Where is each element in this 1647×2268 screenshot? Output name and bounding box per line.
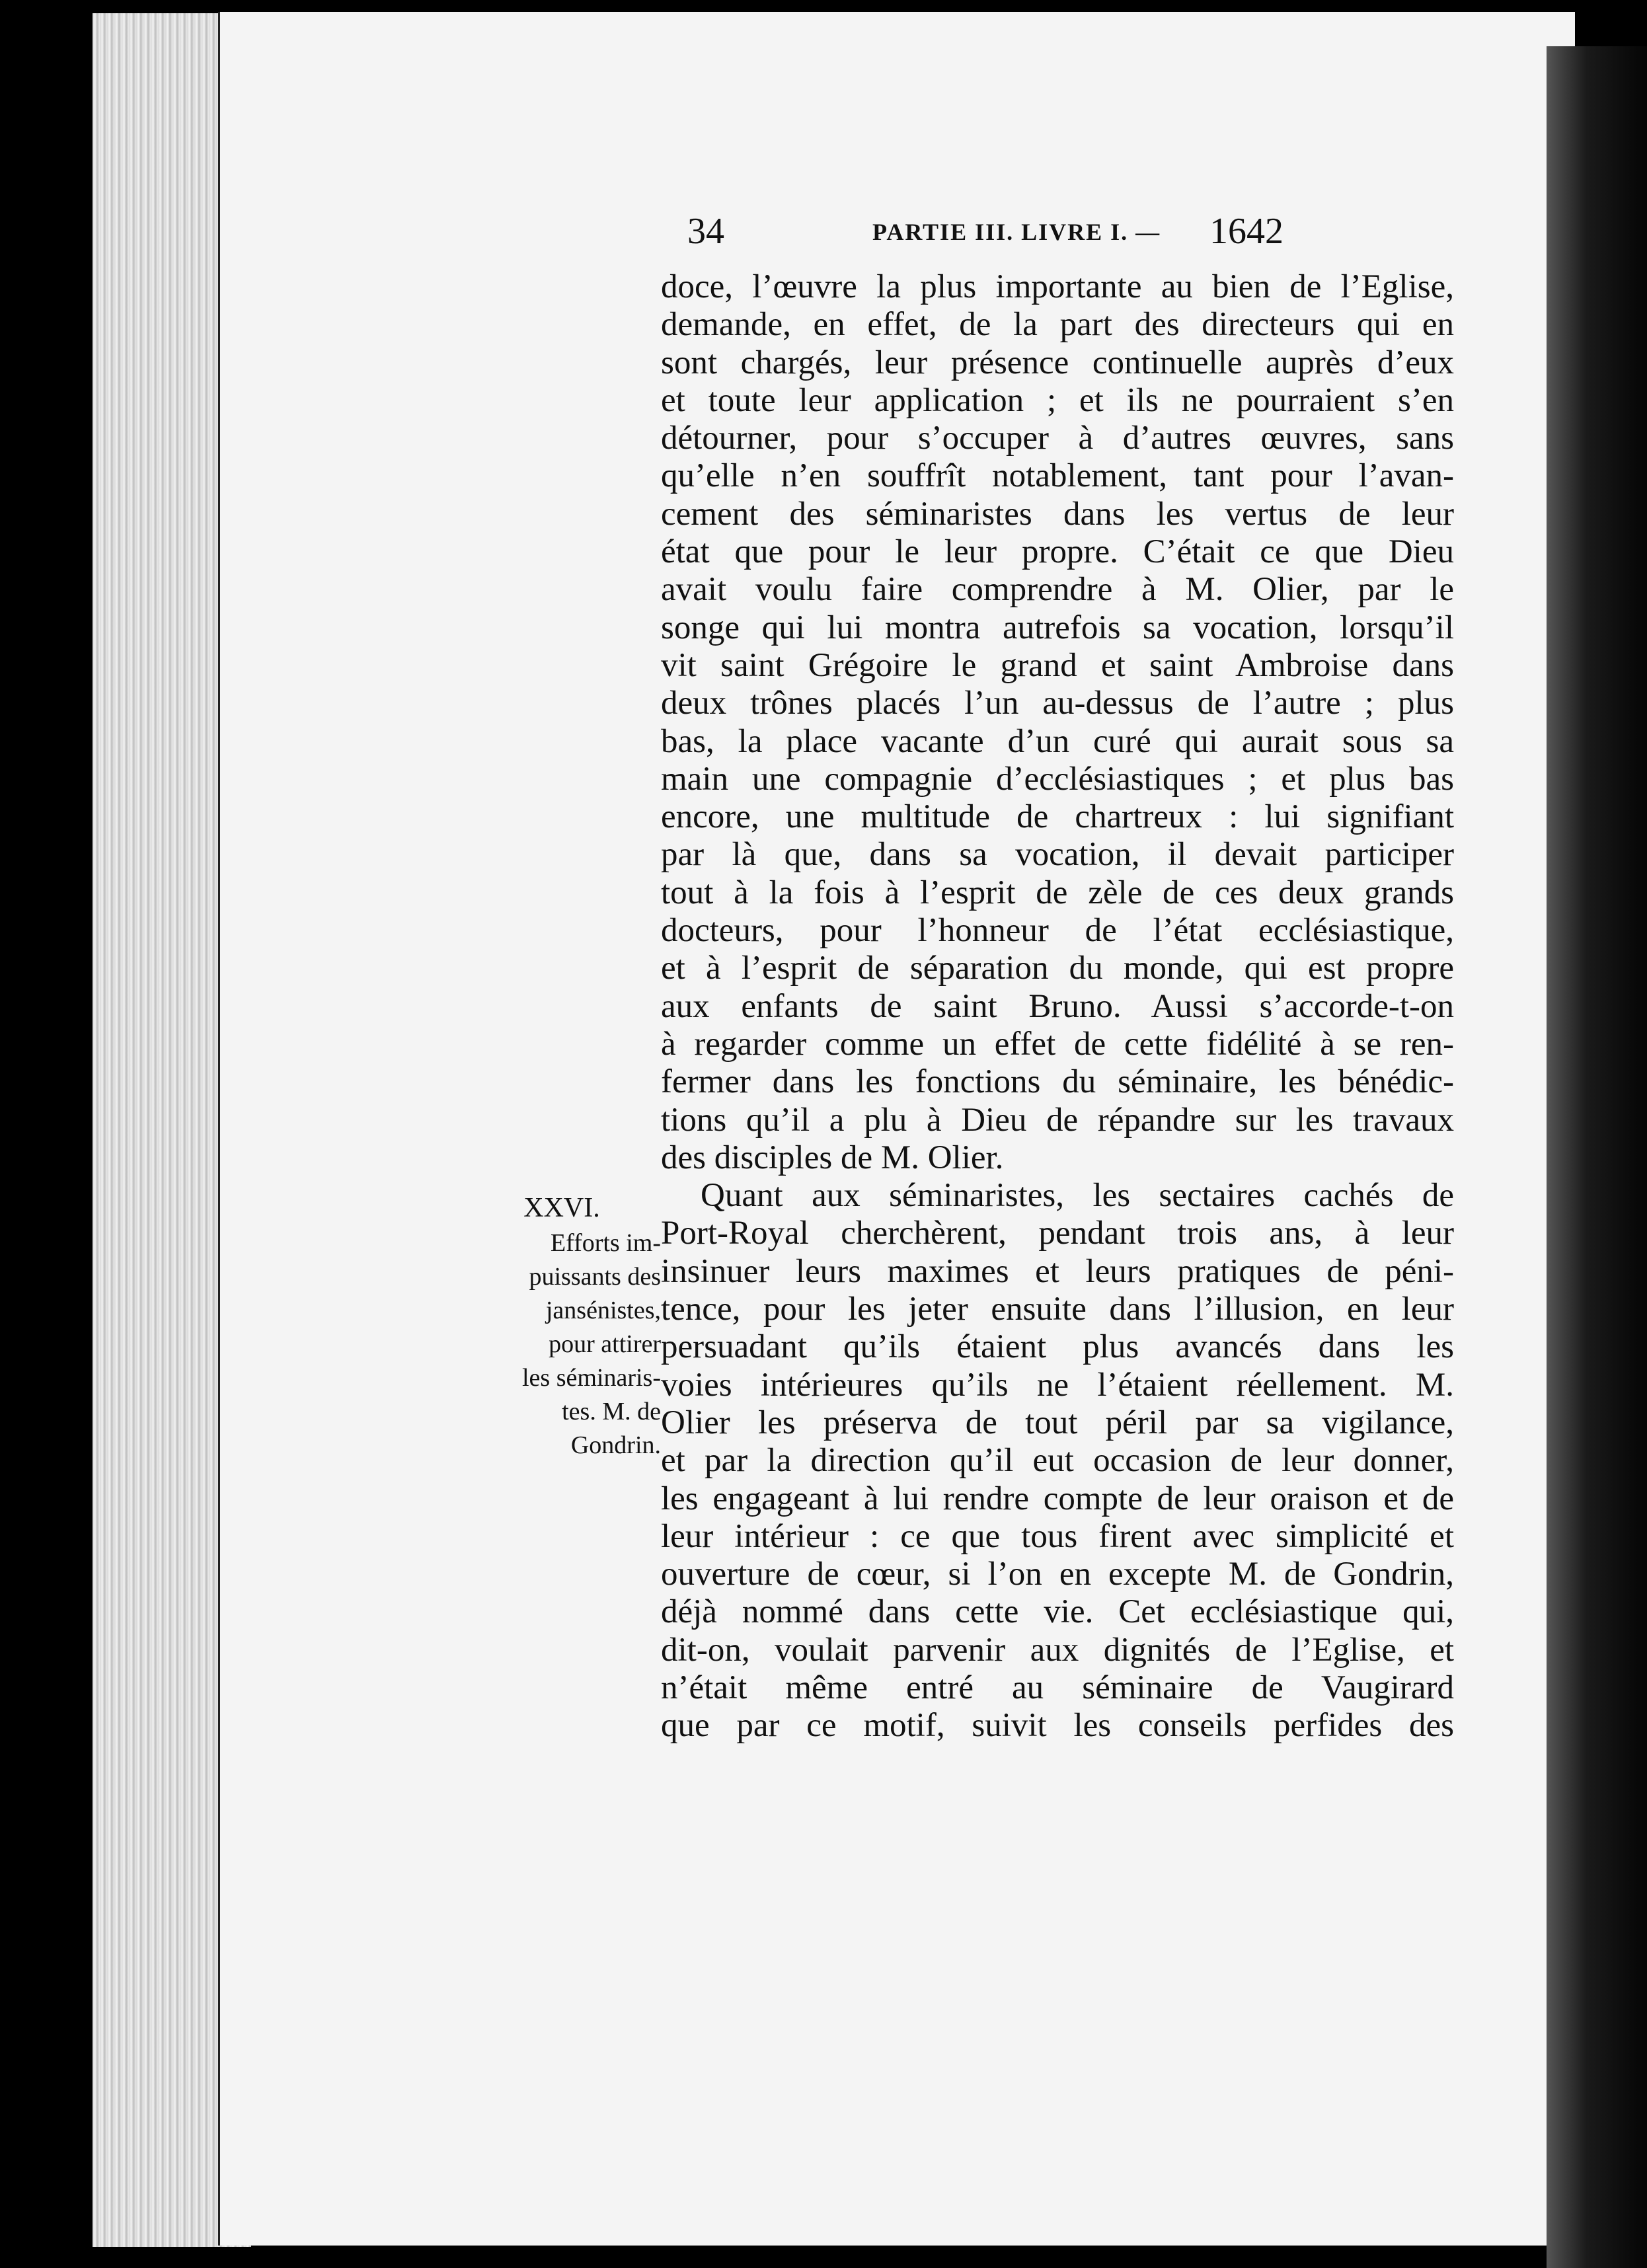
text-line: songe qui lui montra autrefois sa vocation, lorsqu’il xyxy=(661,609,1454,646)
text-line: vit saint Grégoire le grand et saint Ambroise dans xyxy=(661,646,1454,684)
text-line: persuadant qu’ils étaient plus avancés dans les xyxy=(661,1328,1454,1366)
margin-note-line: jansénistes, xyxy=(545,1297,661,1324)
text-line: ouverture de cœur, si l’on en excepte M. de Gondrin, xyxy=(661,1556,1454,1593)
text-line: Quant aux séminaristes, les sectaires cachés de xyxy=(701,1177,1454,1215)
running-title: PARTIE III. LIVRE I. — xyxy=(872,219,1161,245)
text-line: insinuer leurs maximes et leurs pratiques de péni- xyxy=(661,1252,1454,1290)
text-line: deux trônes placés l’un au-dessus de l’autre ; plus xyxy=(661,685,1454,722)
margin-note-line: les séminaris- xyxy=(521,1364,661,1392)
text-line: cement des séminaristes dans les vertus de leur xyxy=(661,495,1454,533)
text-line: état que pour le leur propre. C’était ce que Dieu xyxy=(661,533,1454,571)
margin-note xyxy=(463,1190,661,1462)
text-line: doce, l’œuvre la plus importante au bien de l’Eglise, xyxy=(661,268,1454,305)
text-line: et toute leur application ; et ils ne pourraient s’en xyxy=(661,381,1454,419)
text-line: Olier les préserva de tout péril par sa vigilance, xyxy=(661,1404,1454,1441)
text-line: sont chargés, leur présence continuelle auprès d’eux xyxy=(661,344,1454,381)
page-number: 34 xyxy=(687,211,724,252)
text-line: déjà nommé dans cette vie. Cet ecclésiastique qui, xyxy=(661,1593,1454,1631)
text-line: tions qu’il a plu à Dieu de répandre sur les travaux xyxy=(661,1101,1454,1139)
text-line: tence, pour les jeter ensuite dans l’illusion, en leur xyxy=(661,1291,1454,1328)
text-line: demande, en effet, de la part des directeurs qui en xyxy=(661,306,1454,344)
margin-note-line: pour attirer xyxy=(549,1330,661,1358)
text-line: détourner, pour s’occuper à d’autres œuvres, sans xyxy=(661,420,1454,457)
running-head xyxy=(687,210,1282,263)
page-year: 1642 xyxy=(1209,211,1283,252)
body-text xyxy=(661,268,1454,1745)
text-line: à regarder comme un effet de cette fidélité à se ren- xyxy=(661,1025,1454,1063)
text-line: et à l’esprit de séparation du monde, qui est propre xyxy=(661,950,1454,987)
text-line: fermer dans les fonctions du séminaire, les bénédic- xyxy=(661,1063,1454,1101)
margin-note-line: tes. M. de xyxy=(562,1398,661,1425)
text-line: main une compagnie d’ecclésiastiques ; et plus bas xyxy=(661,760,1454,798)
text-line: et par la direction qu’il eut occasion de leur donner, xyxy=(661,1442,1454,1480)
text-line: par là que, dans sa vocation, il devait participer xyxy=(661,836,1454,874)
margin-note-line: puissants des xyxy=(529,1263,661,1291)
margin-note-number: XXVI. xyxy=(523,1193,600,1223)
text-line: que par ce motif, suivit les conseils perfides des xyxy=(661,1707,1454,1745)
text-line: les engageant à lui rendre compte de leur oraison et de xyxy=(661,1480,1454,1517)
text-line: Port-Royal cherchèrent, pendant trois ans, à leur xyxy=(661,1215,1454,1252)
text-line: n’était même entré au séminaire de Vaugirard xyxy=(661,1669,1454,1706)
text-line: tout à la fois à l’esprit de zèle de ces deux grands xyxy=(661,874,1454,911)
text-line: avait voulu faire comprendre à M. Olier, par le xyxy=(661,571,1454,609)
text-line: leur intérieur : ce que tous firent avec simplicité et xyxy=(661,1517,1454,1555)
text-line: encore, une multitude de chartreux : lui signifiant xyxy=(661,798,1454,836)
text-line: dit-on, voulait parvenir aux dignités de l’Eglise, et xyxy=(661,1631,1454,1669)
margin-note-line: Gondrin. xyxy=(570,1431,661,1459)
margin-note-line: Efforts im- xyxy=(550,1229,661,1257)
book-right-edge xyxy=(1547,46,1647,2268)
text-line: voies intérieures qu’ils ne l’étaient réellement. M. xyxy=(661,1366,1454,1404)
text-line: bas, la place vacante d’un curé qui aurait sous sa xyxy=(661,722,1454,760)
text-line: des disciples de M. Olier. xyxy=(661,1139,1004,1176)
text-line: aux enfants de saint Bruno. Aussi s’accorde-t-on xyxy=(661,987,1454,1025)
text-line: docteurs, pour l’honneur de l’état ecclésiastique, xyxy=(661,912,1454,950)
text-line: qu’elle n’en souffrît notablement, tant pour l’avan- xyxy=(661,457,1454,495)
